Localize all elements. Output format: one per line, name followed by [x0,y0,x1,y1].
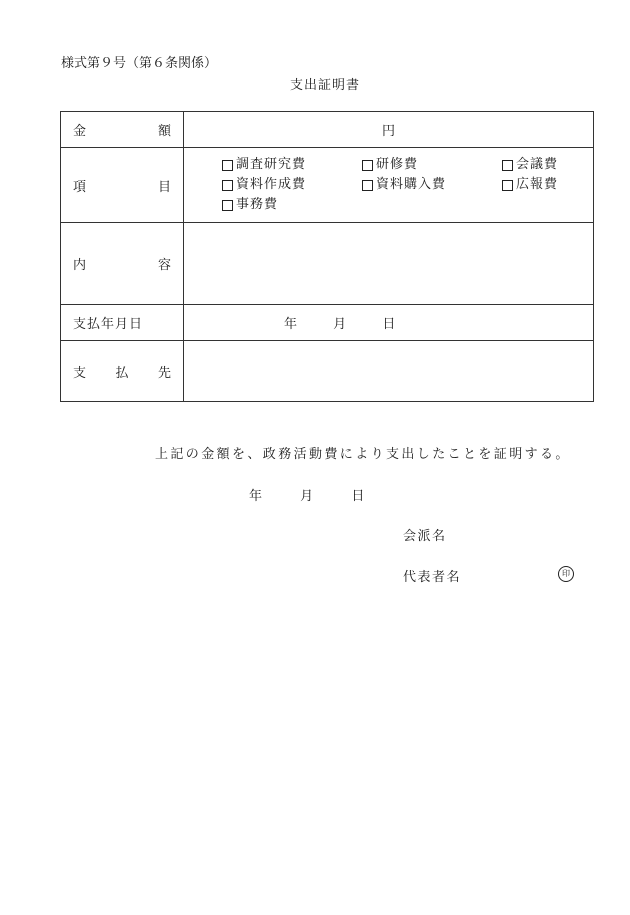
sign-month: 月 [300,489,314,504]
checkbox-meeting[interactable] [502,155,558,175]
payee-row [61,341,594,402]
item-checkbox-cell [184,148,594,223]
checkbox-icon[interactable] [502,180,513,191]
paydate-day: 日 [382,317,396,332]
payee-label-char-2: 払 [115,365,129,381]
sign-year: 年 [249,489,263,504]
content-row [61,223,594,305]
sign-day: 日 [351,489,365,504]
paydate-row [61,305,594,341]
amount-value-cell[interactable] [184,112,594,148]
paydate-label: 支払年月日 [73,317,144,332]
checkbox-material-creation[interactable] [222,175,362,195]
checkbox-label: 広報費 [516,177,559,192]
certification-statement: 上記の金額を、政務活動費により支出したことを証明する。 [155,447,571,462]
yen-unit: 円 [381,124,395,139]
item-label-char-2: 目 [157,179,171,195]
checkbox-material-purchase[interactable] [362,175,502,195]
document-title: 支出証明書 [289,78,360,93]
checkbox-icon[interactable] [222,200,233,211]
paydate-value-cell[interactable] [184,305,594,341]
payee-value-cell[interactable] [184,341,594,402]
checkbox-research[interactable] [222,155,362,175]
checkbox-label: 資料作成費 [236,177,307,192]
checkbox-icon[interactable] [222,180,233,191]
paydate-year: 年 [284,317,298,332]
checkbox-label: 調査研究費 [236,157,307,172]
payee-label-cell [61,341,184,402]
payee-label-char-3: 先 [157,365,171,381]
signature-date[interactable] [249,485,398,504]
amount-label-char-1: 金 [73,124,87,139]
checkbox-icon[interactable] [362,160,373,171]
amount-row [61,112,594,148]
item-label-char-1: 項 [73,179,87,195]
expense-form-table [60,111,594,402]
seal-icon: 印 [558,566,574,582]
content-label-cell [61,223,184,305]
amount-label-cell [61,112,184,148]
paydate-label-cell [61,305,184,341]
content-value-cell[interactable] [184,223,594,305]
checkbox-label: 研修費 [376,157,419,172]
content-label-char-2: 容 [157,258,171,273]
content-label-char-1: 内 [73,258,87,273]
checkbox-label: 事務費 [236,197,279,212]
checkbox-icon[interactable] [362,180,373,191]
item-row [61,148,594,223]
checkbox-icon[interactable] [502,160,513,171]
representative-label: 代表者名 [403,570,462,585]
checkbox-office[interactable] [222,195,362,215]
payee-label-char-1: 支 [73,365,87,381]
party-name-label: 会派名 [403,529,447,544]
amount-label-char-2: 額 [157,124,171,139]
checkbox-icon[interactable] [222,160,233,171]
form-reference: 様式第９号（第６条関係） [61,56,218,71]
checkbox-training[interactable] [362,155,502,175]
item-label-cell [61,148,184,223]
checkbox-label: 資料購入費 [376,177,447,192]
checkbox-publicity[interactable] [502,175,558,195]
checkbox-label: 会議費 [516,157,559,172]
paydate-month: 月 [333,317,347,332]
